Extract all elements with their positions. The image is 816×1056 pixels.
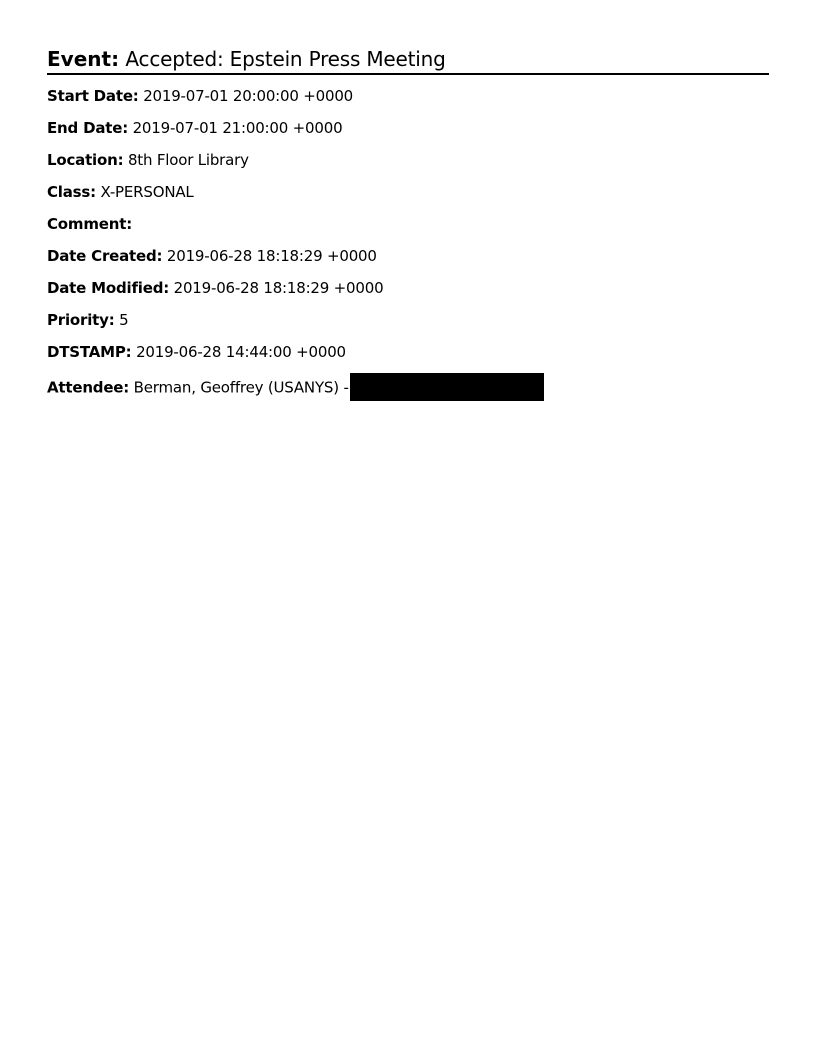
field-date-created-value: 2019-06-28 18:18:29 +0000 [166, 247, 377, 265]
field-attendee [47, 374, 769, 406]
event-document [47, 46, 769, 406]
field-end-date [47, 118, 769, 150]
field-priority [47, 310, 769, 342]
field-attendee-value: Berman, Geoffrey (USANYS) - [133, 378, 349, 397]
field-class [47, 182, 769, 214]
field-dtstamp-label: DTSTAMP: [47, 343, 132, 361]
field-start-date [47, 86, 769, 118]
field-end-date-label: End Date: [47, 119, 129, 137]
event-fields [47, 86, 769, 406]
field-priority-label: Priority: [47, 311, 115, 329]
field-dtstamp [47, 342, 769, 374]
field-dtstamp-value: 2019-06-28 14:44:00 +0000 [136, 343, 346, 361]
field-start-date-value: 2019-07-01 20:00:00 +0000 [143, 87, 354, 105]
event-title-label: Event: [47, 47, 120, 71]
field-attendee-label: Attendee: [47, 378, 130, 397]
field-class-label: Class: [47, 183, 96, 201]
field-date-modified-label: Date Modified: [47, 279, 170, 297]
field-date-modified-value: 2019-06-28 18:18:29 +0000 [173, 279, 384, 297]
event-title [47, 46, 769, 75]
field-end-date-value: 2019-07-01 21:00:00 +0000 [132, 119, 343, 137]
field-comment [47, 214, 769, 246]
field-location-value: 8th Floor Library [127, 151, 249, 169]
field-date-created [47, 246, 769, 278]
event-title-value: Accepted: Epstein Press Meeting [125, 47, 446, 71]
field-priority-value: 5 [119, 311, 129, 329]
field-comment-label: Comment: [47, 215, 132, 233]
field-location [47, 150, 769, 182]
field-date-modified [47, 278, 769, 310]
field-date-created-label: Date Created: [47, 247, 163, 265]
redaction-box [350, 373, 544, 401]
field-start-date-label: Start Date: [47, 87, 139, 105]
field-location-label: Location: [47, 151, 124, 169]
field-class-value: X-PERSONAL [100, 183, 194, 201]
